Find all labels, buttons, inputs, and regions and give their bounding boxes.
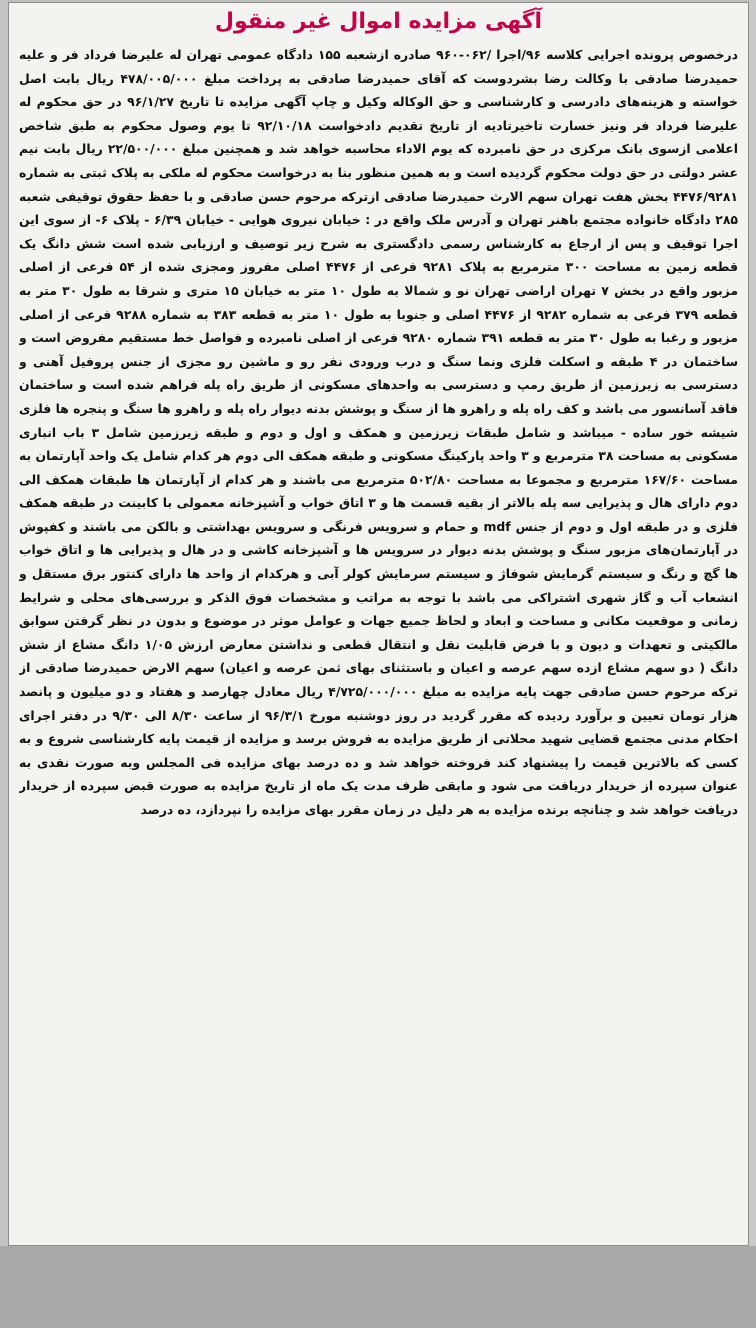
page-edge-left	[0, 0, 8, 1246]
auction-notice-clipping	[8, 2, 749, 1246]
scan-background-band	[0, 1246, 756, 1328]
notice-paragraph: درخصوص پرونده اجرایی کلاسه ۹۶/اجرا /۰۶۲-۹۶۰ صادره ازشعبه ۱۵۵ دادگاه عمومی تهران له علیرضا فرداد فر و علیه حمیدرضا صادقی با وکالت رضا بشردوست که آقای حمیدرضا صادقی به پرداخت مبلغ ۴۷۸/۰۰۵/۰۰۰ ریال بابت اصل خواسته و هزینه‌های دادرسی و کارشناسی و حق الوکاله وکیل و چاپ آگهی مزایده تا تاریخ ۹۶/۱/۲۷ در حق محکوم له علیرضا فرداد فر ونیز خسارت تاخیرتادیه از تاریخ تقدیم دادخواست ۹۲/۱۰/۱۸ تا یوم وصول محکوم به طبق شاخص اعلامی ازسوی بانک مرکزی در حق نامبرده که یوم الاداء محاسبه خواهد شد و همچنین مبلغ ۲۲/۵۰۰/۰۰۰ ریال بابت نیم عشر دولتی در حق دولت محکوم گردیده است و به همین منظور بنا به درخواست محکوم له ملکی به پلاک ثبتی به شماره ۴۴۷۶/۹۲۸۱ بخش هفت تهران سهم الارث حمیدرضا صادقی ازترکه مرحوم حسن صادقی و با حفظ حقوق توقیفی شعبه ۲۸۵ دادگاه خانواده مجتمع باهنر تهران و آدرس ملک واقع در : خیابان نیروی هوایی - خیابان ۶/۳۹ - پلاک ۶- از سوی این اجرا توقیف و پس از ارجاع به کارشناس رسمی دادگستری به شرح زیر توصیف و ارزیابی شده است شش دانگ یک قطعه زمین به مساحت ۳۰۰ مترمربع به پلاک ۹۲۸۱ فرعی از ۴۴۷۶ اصلی مفروز ومجزی شده از ۵۴ فرعی از اصلی مزبور واقع در بخش ۷ تهران اراضی تهران نو و شمالا به طول ۱۰ متر به خیابان ۱۵ متری و شرقا به طول ۳۰ متر به قطعه ۳۷۹ فرعی به شماره ۹۲۸۲ از ۴۴۷۶ اصلی و جنوبا به طول ۱۰ متر به قطعه ۳۸۳ به شماره ۹۲۸۸ فرعی از اصلی مزبور و رغبا به طول ۳۰ متر به قطعه ۳۹۱ شماره ۹۲۸۰ فرعی از اصلی نامبرده و فواصل خط مستقیم مفروض است و ساختمان در ۴ طبقه و اسکلت فلزی ونما سنگ و درب ورودی نفر رو و ماشین رو مجزی از جنس پروفیل آهنی و دسترسی به زیرزمین از طریق رمپ و دسترسی به واحدهای مسکونی از طریق راه پله فراهم شده است و ساختمان فاقد آسانسور می باشد و کف راه پله و راهرو ها از سنگ و پوشش بدنه دیوار راه پله و راهرو ها سنگ و پنجره ها فلزی شیشه خور ساده - میباشد و شامل طبقات زیرزمین و همکف و اول و دوم و طبقه زیرزمین شامل ۳ باب انباری مسکونی به مساحت ۳۸ مترمربع و ۳ واحد پارکینگ مسکونی و طبقه همکف الی دوم هر کدام شامل یک واحد آپارتمان به مساحت ۱۶۷/۶۰ مترمربع و مجموعا به مساحت ۵۰۲/۸۰ مترمربع می باشند و هر کدام از آپارتمان ها طبقات همکف الی دوم دارای هال و پذیرایی سه پله بالاتر از بقیه قسمت ها و ۳ اتاق خواب و آشپزخانه معمولی با کابینت در طبقه همکف فلزی و در طبقه اول و دوم از جنس mdf و حمام و سرویس فرنگی و سرویس بهداشتی و بالکن می باشند و کفپوش در آپارتمان‌های مزبور سنگ و پوشش بدنه دیوار در سرویس ها و آشپزخانه کاشی و در هال و پذیرایی ها و اتاق خواب ها گچ و رنگ و سیستم گرمایش شوفاژ و سیستم سرمایش کولر آبی و هرکدام از واحد ها دارای کنتور برق مستقل و انشعاب آب و گاز شهری اشتراکی می باشد با توجه به مراتب و مشخصات فوق الذکر و بررسی‌های محلی و شرایط زمانی و موقعیت مکانی و مساحت و ابعاد و لحاظ جمیع جهات و عوامل موثر در موضوع و بدون در نظر گرفتن سوابق مالکیتی و تعهدات و دیون و با فرض قابلیت نقل و انتقال قطعی و نداشتن معارض ارزش ۱/۰۵ دانگ مشاع از شش دانگ ( دو سهم مشاع ازده سهم عرصه و اعیان و باستثنای بهای ثمن عرصه و اعیان) سهم الارض حمیدرضا صادقی از ترکه مرحوم حسن صادقی جهت پایه مزایده به مبلغ ۴/۷۲۵/۰۰۰/۰۰۰ ریال معادل چهارصد و هفتاد و دو میلیون و پانصد هزار تومان تعیین و برآورد ردیده که مقرر گردید در روز دوشنبه مورخ ۹۶/۳/۱ از ساعت ۸/۳۰ الی ۹/۳۰ در دفتر اجرای احکام مدنی مجتمع قضایی شهید محلاتی از طریق مزایده به فروش برسد و مزایده از قیمت پایه کارشناسی شروع و به کسی که بالاترین قیمت را پیشنهاد کند فروخته خواهد شد و ده درصد بهای مزایده فی المجلس وبه صورت نقدی به عنوان سپرده از خریدار دریافت می شود و مابقی ظرف مدت یک ماه از تاریخ مزایده به صورت قبض سپرده از خریدار دریافت خواهد شد و چنانچه برنده مزایده به هر دلیل در زمان مقرر بهای مزایده را نپردازد، ده درصد	[19, 47, 738, 817]
page-edge-right	[749, 0, 756, 1246]
notice-title: آگهی مزایده اموال غیر منقول	[214, 9, 543, 34]
notice-body	[19, 43, 738, 1245]
